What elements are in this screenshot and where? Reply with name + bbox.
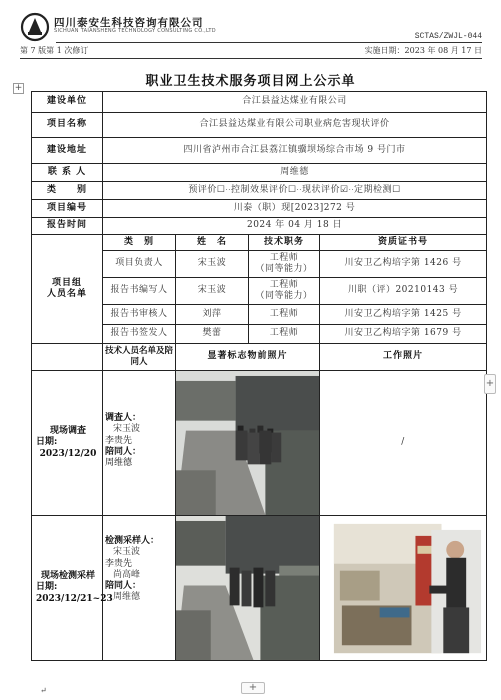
header-rule-top (56, 42, 482, 43)
site-survey-landmark-photo (176, 371, 320, 516)
category-label: 类 别 (32, 182, 103, 200)
photos-header-work: 工作照片 (320, 344, 487, 371)
site-sampling-landmark-photo (176, 516, 320, 661)
staff-cert: 川安卫乙构培字第 1679 号 (320, 325, 487, 344)
publicity-form-table (31, 91, 487, 661)
address-label: 建设地址 (32, 138, 103, 164)
photos-header-blank (32, 344, 103, 371)
staff-name: 宋玉波 (176, 251, 249, 278)
letterhead (20, 12, 482, 62)
row-address (32, 138, 487, 164)
survey-role-investigators: 调查人： (105, 413, 142, 423)
checkbox-empty-icon[interactable]: ☐ (287, 184, 297, 195)
table-move-handle-icon[interactable]: + (14, 83, 23, 93)
staff-header-category: 类 别 (103, 235, 176, 251)
sampling-role-samplers: 检测采样人： (105, 536, 160, 546)
photos-header-landmark: 显著标志物前照片 (176, 344, 320, 371)
site-survey-row (32, 371, 487, 516)
category-options: 预评价☐··控制效果评价☐··现状评价☑··定期检测☐ (103, 182, 487, 200)
checkbox-empty-icon[interactable]: ☐ (392, 184, 401, 195)
report-date-value: 2024 年 04 月 18 日 (103, 218, 487, 235)
category-option-status-eval: 现状评价 (302, 184, 341, 195)
header-rule-bottom (20, 58, 482, 59)
survey-person: 李贵先 (105, 435, 133, 446)
photos-header-row (32, 344, 487, 371)
company-name: 四川泰安生科技咨询有限公司 (54, 17, 204, 29)
project-name-value: 合江县益达煤业有限公司职业病危害现状评价 (103, 113, 487, 138)
staff-cert: 川职（评）20210143 号 (320, 278, 487, 305)
survey-person: 宋玉波 (113, 424, 141, 435)
sampling-person: 周维德 (113, 592, 141, 603)
address-value: 四川省泸州市合江县荔江镇骥坝场综合市场 9 号门市 (103, 138, 487, 164)
checkbox-empty-icon[interactable]: ☐ (216, 184, 226, 195)
staff-name: 刘萍 (176, 305, 249, 325)
document-number: SCTAS/ZWJL-044 (414, 32, 482, 41)
staff-title: 工程师 (249, 325, 320, 344)
site-sampling-label-cell (32, 516, 113, 661)
staff-title-note: （同等能力） (255, 264, 313, 274)
staff-header-title: 技术职务 (249, 235, 320, 251)
survey-person: 周维德 (105, 458, 133, 468)
site-survey-date: 2023/12/20 (39, 448, 97, 459)
sampling-person: 李贵先 (105, 558, 133, 569)
site-survey-label: 现场调查 (49, 426, 86, 437)
staff-header-cert: 资质证书号 (320, 235, 487, 251)
site-survey-persons (103, 371, 176, 516)
project-name-label: 项目名称 (32, 113, 103, 138)
staff-header-row (32, 235, 487, 251)
contact-label: 联 系 人 (32, 164, 103, 182)
staff-title: 工程师 (249, 305, 320, 325)
staff-title-text: 工程师 (269, 279, 299, 290)
staff-title-text: 工程师 (269, 252, 299, 263)
sampling-role-companion: 陪同人： (105, 581, 142, 591)
landmark-photo-image (176, 516, 319, 660)
document-title: 职业卫生技术服务项目网上公示单 (145, 74, 356, 89)
staff-role: 报告书签发人 (103, 325, 176, 344)
company-name-en: SICHUAN TAIANSHENG TECHNOLOGY CONSULTING CO.,LTD (54, 28, 216, 34)
paragraph-mark-icon: ↵ (40, 686, 47, 695)
client-label: 建设单位 (32, 92, 103, 113)
survey-role-companion: 陪同人： (105, 446, 142, 457)
site-sampling-row (32, 516, 487, 661)
site-survey-work-photo-value: / (320, 371, 487, 516)
staff-title (249, 251, 320, 278)
staff-name: 宋玉波 (176, 278, 249, 305)
site-sampling-work-photo (320, 516, 487, 661)
site-sampling-date: 2023/12/21~23 (36, 593, 113, 604)
client-value: 合江县益达煤业有限公司 (103, 92, 487, 113)
work-photo-image (320, 516, 486, 660)
category-option-periodic-test: 定期检测 (354, 184, 393, 195)
landmark-photo-image (176, 371, 319, 515)
staff-cert: 川安卫乙构培字第 1426 号 (320, 251, 487, 278)
add-column-button[interactable]: + (484, 374, 496, 394)
company-logo-icon (20, 12, 50, 42)
row-project-name (32, 113, 487, 138)
staff-section-label-line1: 项目组 (51, 277, 82, 288)
version-text: 第 7 版第 1 次修订 (20, 46, 89, 55)
site-sampling-persons (103, 516, 176, 661)
staff-section-label-line2: 人员名单 (46, 289, 87, 299)
checkbox-checked-icon[interactable]: ☑ (340, 184, 349, 195)
site-sampling-date-label: 日期: (36, 582, 58, 593)
row-contact (32, 164, 487, 182)
staff-role: 报告书审核人 (103, 305, 176, 325)
sampling-person: 宋玉波 (113, 547, 141, 558)
row-report-date (32, 218, 487, 235)
site-sampling-label: 现场检测采样 (40, 571, 95, 582)
staff-name: 樊蕾 (176, 325, 249, 344)
row-project-no (32, 200, 487, 218)
contact-value: 周维德 (103, 164, 487, 182)
staff-cert: 川安卫乙构培字第 1425 号 (320, 305, 487, 325)
project-no-value: 川泰（职）现[2023]272 号 (103, 200, 487, 218)
staff-title-note: （同等能力） (255, 291, 313, 301)
staff-role: 项目负责人 (103, 251, 176, 278)
staff-header-name: 姓 名 (176, 235, 249, 251)
add-row-button[interactable]: + (241, 682, 265, 694)
effective-date-text: 实施日期：2023 年 08 月 17 日 (364, 46, 482, 55)
project-no-label: 项目编号 (32, 200, 103, 218)
staff-title (249, 278, 320, 305)
photos-header-people: 技术人员名单及陪同人 (103, 344, 176, 371)
category-option-control-eval: 控制效果评价 (230, 184, 288, 195)
site-survey-date-label: 日期: (36, 437, 58, 448)
staff-section-label (32, 235, 103, 344)
report-date-label: 报告时间 (32, 218, 103, 235)
staff-role: 报告书编写人 (103, 278, 176, 305)
category-option-pre-eval: 预评价 (188, 184, 217, 195)
site-survey-label-cell (32, 371, 103, 516)
sampling-person: 尚高峰 (113, 569, 141, 580)
row-category (32, 182, 487, 200)
row-client (32, 92, 487, 113)
